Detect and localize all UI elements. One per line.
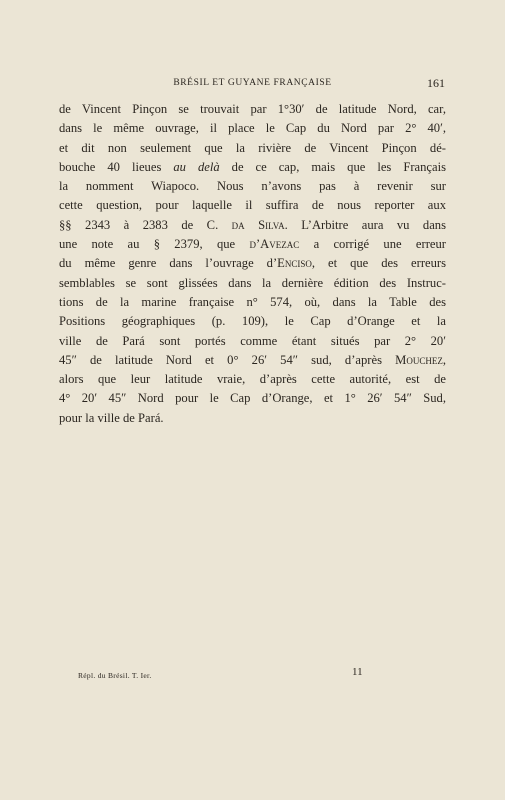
text-segment: Positions géographiques (p. 109), le Cap d’Orange et la bbox=[59, 314, 446, 329]
text-segment: 45″ de latitude Nord et 0° 26′ 54″ sud, d’après bbox=[59, 352, 396, 367]
text-line bbox=[59, 196, 446, 215]
signature-mark: 11 bbox=[352, 666, 363, 678]
text-segment: de Vincent Pinçon se trouvait par 1°30′ de latitude Nord, car, bbox=[59, 102, 446, 116]
footer-reference: Répl. du Brésil. T. Ier. bbox=[78, 671, 152, 680]
text-line bbox=[59, 389, 446, 408]
text-line bbox=[59, 312, 446, 331]
text-line bbox=[59, 177, 446, 196]
text-line bbox=[59, 409, 446, 428]
text-segment: . L’Arbitre aura vu dans bbox=[284, 217, 447, 232]
text-segment: tions de la marine française n° 574, où, dans la Table des bbox=[59, 294, 446, 309]
running-head bbox=[60, 76, 445, 90]
text-line bbox=[59, 370, 446, 389]
small-caps-name: Mouchez bbox=[395, 352, 443, 367]
text-line bbox=[59, 293, 446, 312]
italic-text: au delà bbox=[173, 159, 220, 174]
small-caps-name: d’Avezac bbox=[249, 237, 300, 252]
text-segment: a corrigé une erreur bbox=[299, 237, 446, 252]
text-segment: , bbox=[442, 352, 446, 367]
text-line bbox=[59, 139, 446, 158]
text-line bbox=[59, 254, 446, 273]
text-line bbox=[59, 100, 446, 119]
text-segment: semblables se sont glissées dans la dernière édition des Instruc- bbox=[59, 275, 446, 290]
text-line bbox=[59, 274, 446, 293]
text-segment: dans le même ouvrage, il place le Cap du Nord par 2° 40′, bbox=[59, 121, 446, 136]
text-segment: cette question, pour laquelle il suffira de nous reporter aux bbox=[59, 198, 446, 213]
text-segment: et dit non seulement que la rivière de Vincent Pinçon dé- bbox=[59, 140, 446, 155]
text-line bbox=[59, 216, 446, 235]
text-segment: du même genre dans l’ouvrage d’ bbox=[59, 256, 278, 271]
body-text bbox=[59, 100, 446, 428]
text-segment: de ce cap, mais que les Français bbox=[219, 159, 446, 174]
running-title: BRÉSIL ET GUYANE FRANÇAISE bbox=[173, 78, 332, 88]
text-segment: alors que leur latitude vraie, d’après cette autorité, est de bbox=[59, 372, 446, 387]
text-segment: bouche 40 lieues bbox=[59, 159, 174, 174]
text-segment: ville de Pará sont portés comme étant situés par 2° 20′ bbox=[59, 333, 446, 348]
text-segment: 4° 20′ 45″ Nord pour le Cap d’Orange, et 1° 26′ 54″ Sud, bbox=[59, 391, 446, 406]
text-segment: une note au § 2379, que bbox=[59, 237, 250, 252]
text-segment: la nomment Wiapoco. Nous n’avons pas à revenir sur bbox=[59, 179, 446, 194]
small-caps-name: da Silva bbox=[231, 217, 285, 232]
page-number: 161 bbox=[427, 76, 445, 90]
text-segment: §§ 2343 à 2383 de C. bbox=[59, 217, 232, 232]
text-line bbox=[59, 158, 446, 177]
text-line bbox=[59, 351, 446, 370]
text-segment: pour la ville de Pará. bbox=[59, 410, 164, 425]
text-segment: , et que des erreurs bbox=[311, 256, 446, 271]
text-line bbox=[59, 235, 446, 254]
text-line bbox=[59, 119, 446, 138]
small-caps-name: Enciso bbox=[277, 256, 312, 271]
text-line bbox=[59, 332, 446, 351]
